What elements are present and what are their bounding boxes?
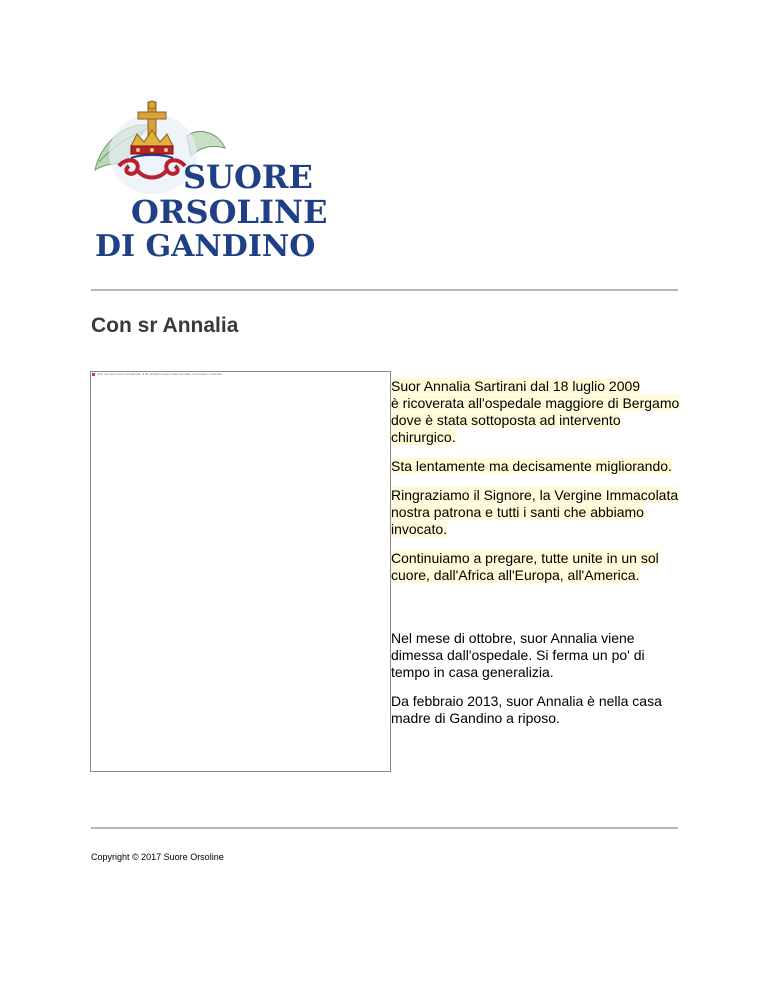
paragraph-line: tempo in casa generalizia. bbox=[391, 664, 554, 680]
paragraph-line: Suor Annalia Sartirani dal 18 luglio 2009 bbox=[391, 378, 641, 394]
article-image-placeholder bbox=[90, 371, 391, 772]
paragraph-prayer bbox=[391, 550, 681, 584]
paragraph-improving bbox=[391, 458, 681, 475]
paragraph-hospital bbox=[391, 378, 681, 446]
paragraph-line: Nel mese di ottobre, suor Annalia viene bbox=[391, 630, 635, 646]
logo-line-3: DI GANDINO bbox=[95, 229, 316, 264]
paragraph-line: dove è stata sottoposta ad intervento bbox=[391, 412, 621, 428]
paragraph-line: Continuiamo a pregare, tutte unite in un sol bbox=[391, 550, 659, 566]
header-divider bbox=[91, 289, 678, 291]
paragraph-line: Sta lentamente ma decisamente migliorando. bbox=[391, 458, 672, 474]
paragraph-line: cuore, dall'Africa all'Europa, all'America. bbox=[391, 567, 640, 583]
broken-image-caption: Il file non può essere visualizzato. Il file potrebbe essere stato spostato, rinominato o eliminato. bbox=[97, 372, 223, 376]
paragraph-line: invocato. bbox=[391, 521, 448, 537]
logo-line-1: SUORE bbox=[183, 158, 313, 196]
paragraph-line: Da febbraio 2013, suor Annalia è nella casa bbox=[391, 693, 662, 709]
paragraph-line: nostra patrona e tutti i santi che abbiamo bbox=[391, 504, 644, 520]
article-body bbox=[391, 378, 681, 739]
logo-line-2: ORSOLINE bbox=[131, 193, 328, 231]
paragraph-line: chirurgico. bbox=[391, 429, 456, 445]
paragraph-thanks bbox=[391, 487, 681, 538]
crowned-cross-emblem-icon bbox=[91, 100, 328, 264]
page-title: Con sr Annalia bbox=[91, 314, 239, 337]
paragraph-line: è ricoverata all'ospedale maggiore di Bergamo bbox=[391, 395, 680, 411]
footer-divider bbox=[91, 827, 678, 829]
paragraph-discharged bbox=[391, 630, 681, 681]
paragraph-gandino bbox=[391, 693, 681, 727]
site-logo[interactable] bbox=[91, 100, 328, 264]
footer-copyright: Copyright © 2017 Suore Orsoline bbox=[91, 852, 224, 862]
paragraph-line: dimessa dall'ospedale. Si ferma un po' di bbox=[391, 647, 645, 663]
paragraph-line: Ringraziamo il Signore, la Vergine Immacolata bbox=[391, 487, 679, 503]
broken-image-icon bbox=[92, 373, 95, 376]
paragraph-line: madre di Gandino a riposo. bbox=[391, 710, 560, 726]
